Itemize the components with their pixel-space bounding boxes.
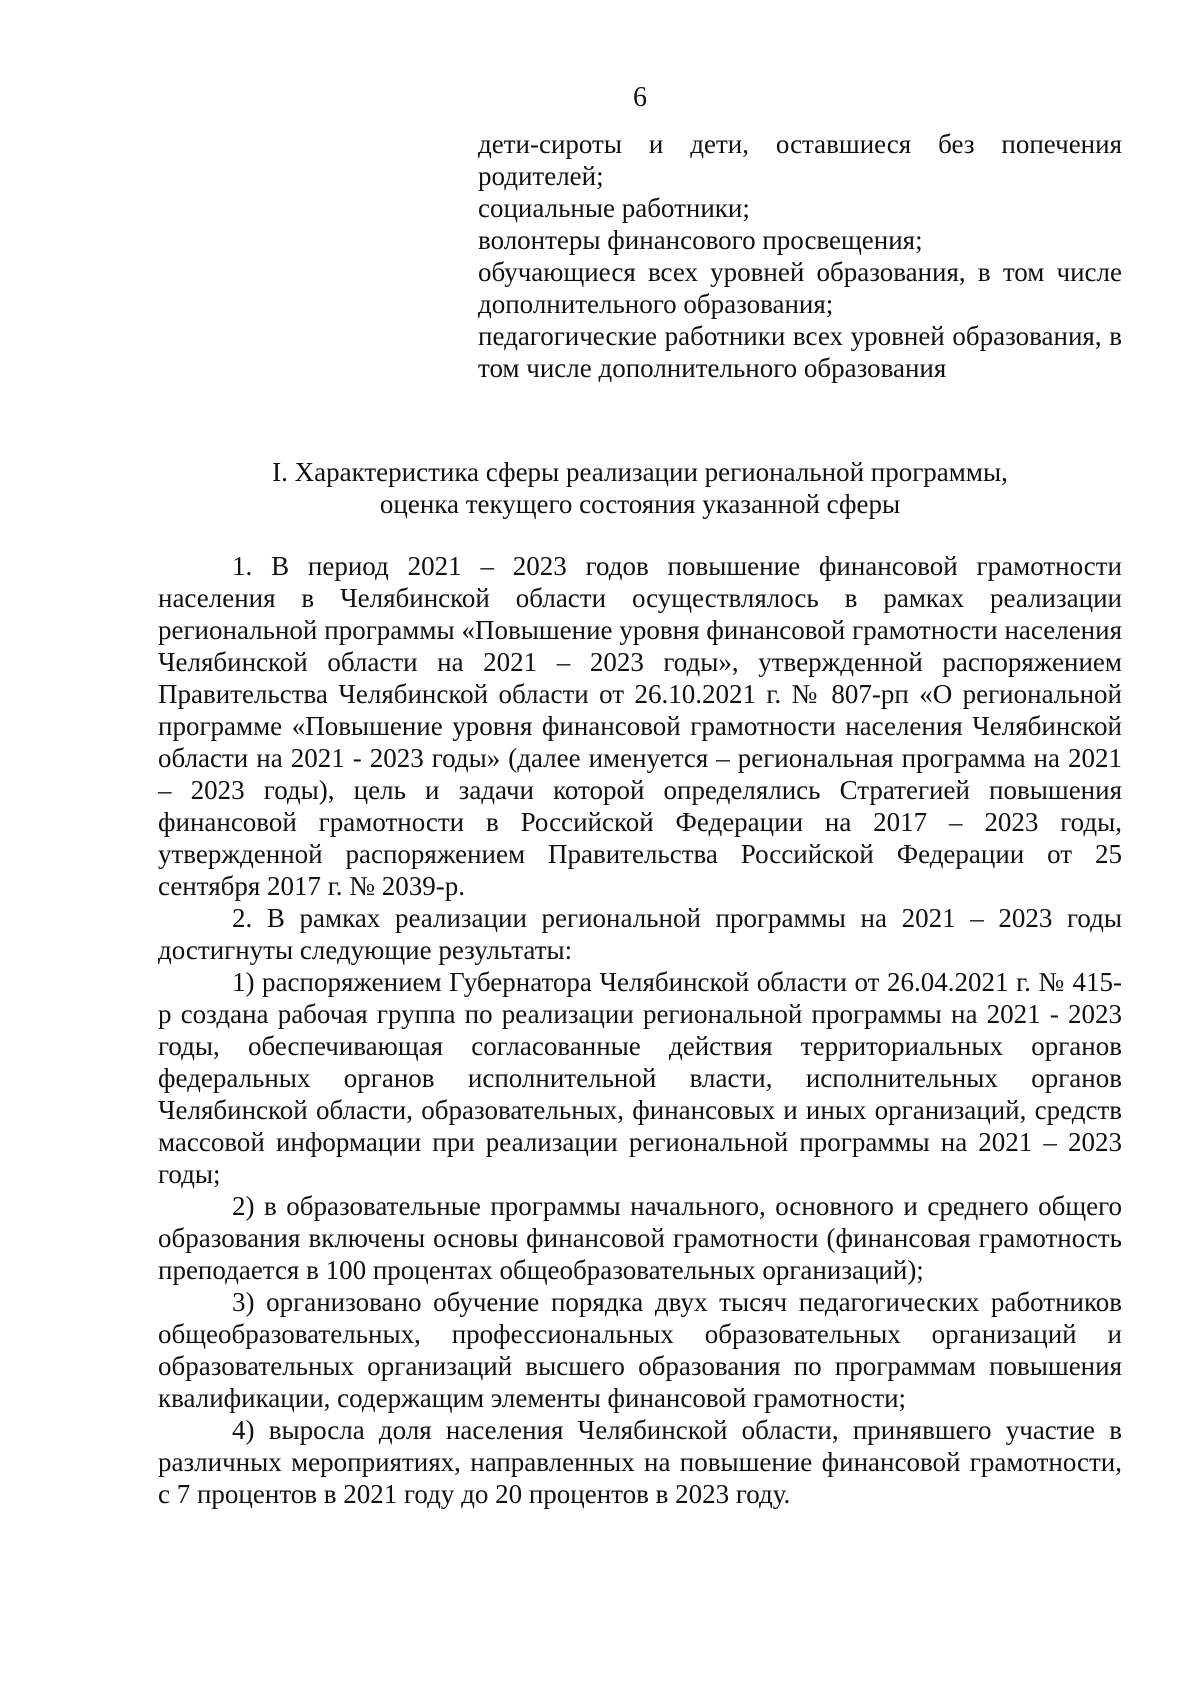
section-heading [140,456,1140,520]
paragraph: 3) организовано обучение порядка двух тысяч педагогических работников общеобразовательных, профессиональных образовательных организаций и образовательных организаций высшего образования по программам повышения квалификации, содержащим элементы финансовой грамотности; [158,1287,1122,1413]
section-heading-line: оценка текущего состояния указанной сферы [379,489,901,519]
body-text [158,550,1122,1510]
paragraph: 4) выросла доля населения Челябинской области, принявшего участие в различных мероприятиях, направленных на повышение финансовой грамотности, с 7 процентов в 2021 году до 20 процентов в 2023 году. [158,1415,1122,1509]
target-groups-list [478,128,1122,384]
paragraph: 2) в образовательные программы начального, основного и среднего общего образования включены основы финансовой грамотности (финансовая грамотность преподается в 100 процентах общеобразовательных организаций); [158,1191,1122,1285]
section-heading-line: I. Характеристика сферы реализации региональной программы, [272,457,1008,487]
list-item: волонтеры финансового просвещения; [478,225,923,255]
page-number: 6 [633,82,647,113]
list-item: социальные работники; [478,193,750,223]
paragraph: 2. В рамках реализации региональной программы на 2021 – 2023 годы достигнуты следующие результаты: [158,903,1122,965]
list-item: дети-сироты и дети, оставшиеся без попечения родителей; [478,129,1122,191]
paragraph: 1. В период 2021 – 2023 годов повышение финансовой грамотности населения в Челябинской области осуществлялось в рамках реализации региональной программы «Повышение уровня финансовой грамотности населения Челябинской области на 2021 – 2023 годы», утвержденной распоряжением Правительства Челябинской области от 26.10.2021 г. № 807-рп «О региональной программе «Повышение уровня финансовой грамотности населения Челябинской области на 2021 - 2023 годы» (далее именуется – региональная программа на 2021 – 2023 годы), цель и задачи которой определялись Стратегией повышения финансовой грамотности в Российской Федерации на 2017 – 2023 годы, утвержденной распоряжением Правительства Российской Федерации от 25 сентября 2017 г. № 2039-р. [158,551,1122,901]
paragraph: 1) распоряжением Губернатора Челябинской области от 26.04.2021 г. № 415-р создана рабочая группа по реализации региональной программы на 2021 - 2023 годы, обеспечивающая согласованные действия территориальных органов федеральных органов исполнительной власти, исполнительных органов Челябинской области, образовательных, финансовых и иных организаций, средств массовой информации при реализации региональной программы на 2021 – 2023 годы; [158,967,1122,1189]
list-item: педагогические работники всех уровней образования, в том числе дополнительного образования [478,321,1122,383]
list-item: обучающиеся всех уровней образования, в том числе дополнительного образования; [478,257,1122,319]
